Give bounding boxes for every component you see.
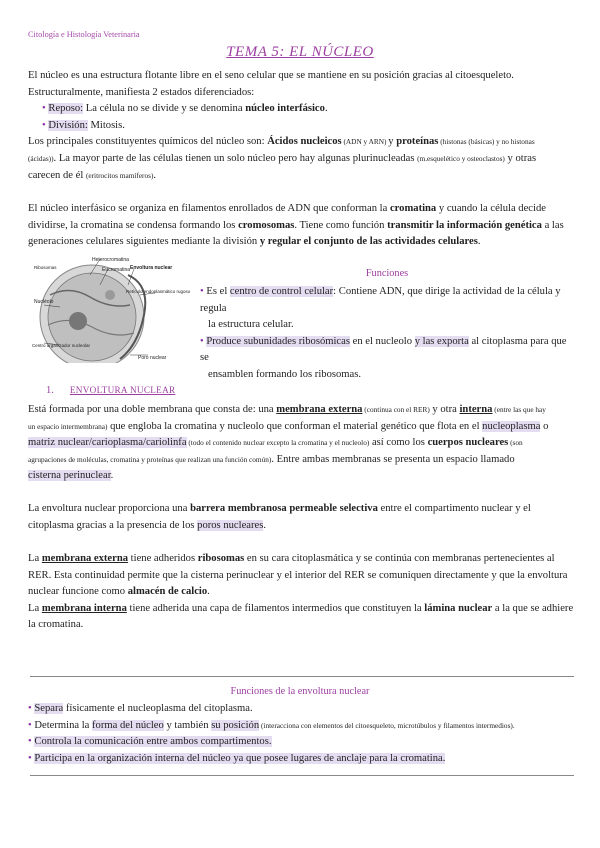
box-top-rule — [30, 676, 574, 677]
label-pore: Poro nuclear — [138, 355, 167, 361]
barrier-paragraph: La envoltura nuclear proporciona una barrera membranosa permeable selectiva entre el compartimento nuclear y el citoplasma gracias a la presencia de los poros nucleares. — [28, 503, 531, 531]
section-heading: 1. ENVOLTURA NUCLEAR — [46, 385, 176, 396]
box-title: Funciones de la envoltura nuclear — [230, 686, 370, 697]
interphase-paragraph: El núcleo interfásico se organiza en filamentos enrollados de ADN que conforman la cromatina y cuando la célula decide dividirse, la cromatina se condensa formando los cromosomas. Tiene como función transmitir la información genética a las generaciones celulares siguientes mediante la división y regular el conjunto de las actividades celulares. — [28, 203, 564, 248]
label-ribosomes: Ribosomas — [34, 265, 57, 270]
envelope-paragraph: Está formada por una doble membrana que consta de: una membrana externa (continua con el RER) y otra interna (entre las que hay un espacio intermembrana) que engloba la cromatina y nucleolo que conforman el material genético que flota en el nucleoplasma o matriz nuclear/carioplasma/cariolinfa (todo el contenido nuclear excepto la cromatina y el nucleolo) así como los cuerpos nucleares (son agrupaciones de moléculas, cromatina y proteínas que realizan una función común). Entre ambas membranas se presenta un espacio llamado cisterna perinuclear. — [28, 404, 549, 482]
envelope-functions-list: • Separa físicamente el nucleoplasma del citoplasma. • Determina la forma del núcleo y también su posición (interacciona con elementos del citoesqueleto, microtúbulos y filamentos intermedios). • Controla la comunicación entre ambos compartimentos. • Participa en la organización interna del núcleo ya que posee lugares de anclaje para la cromatina. — [28, 703, 515, 764]
label-heterochromatin: Heterocromatina — [92, 257, 129, 263]
label-nucleolus: Nucléolo — [34, 299, 54, 305]
intro-paragraph: El núcleo es una estructura flotante libre en el seno celular que se mantiene en su posición gracias al citoesqueleto. Estructuralmente, manifiesta 2 estados diferenciados: • Reposo: La célula no se divide y se denomina núcleo interfásico. • División: Mitosis. Los principales constituyentes químicos del núcleo son: Ácidos nucleicos (ADN y ARN) y proteínas (histonas (básicas) y no histonas (ácidas)). La mayor parte de las células tienen un solo núcleo pero hay algunas plurinucleadas (m.esquelético y osteoclastos) y otras carecen de él (eritrocitos mamíferos). — [28, 70, 537, 181]
label-rer: Retículo endoplasmático rugoso — [126, 289, 191, 294]
functions-list: • Es el centro de control celular: Contiene ADN, que dirige la actividad de la célula y regula la estructura celular. • Produce subunidades ribosómicas en el nucleolo y las exporta al citoplasma para que se ensamblen formando los ribosomas. — [200, 286, 567, 380]
page-title: TEMA 5: EL NÚCLEO — [226, 44, 374, 60]
label-euchromatin: Eucromatina — [102, 267, 131, 273]
membranes-paragraph: La membrana externa tiene adheridos ribosomas en su cara citoplasmática y se continúa con membranas pertenecientes al RER. Esta continuidad permite que la cisterna perinuclear y el interior del RER se comuniquen directamente y que la envoltura nuclear funcione como almacén de calcio. La membrana interna tiene adherida una capa de filamentos intermedios que constituyen la lámina nuclear a la que se adhiere la cromatina. — [28, 553, 574, 631]
course-header: Citología e Histología Veterinaria — [28, 30, 140, 39]
box-bottom-rule — [30, 775, 574, 776]
nucleus-diagram — [30, 255, 192, 363]
functions-title: Funciones — [365, 268, 409, 279]
label-envelope: Envoltura nuclear — [130, 265, 173, 271]
label-nor: Centro organizador nucleolar — [32, 343, 91, 348]
